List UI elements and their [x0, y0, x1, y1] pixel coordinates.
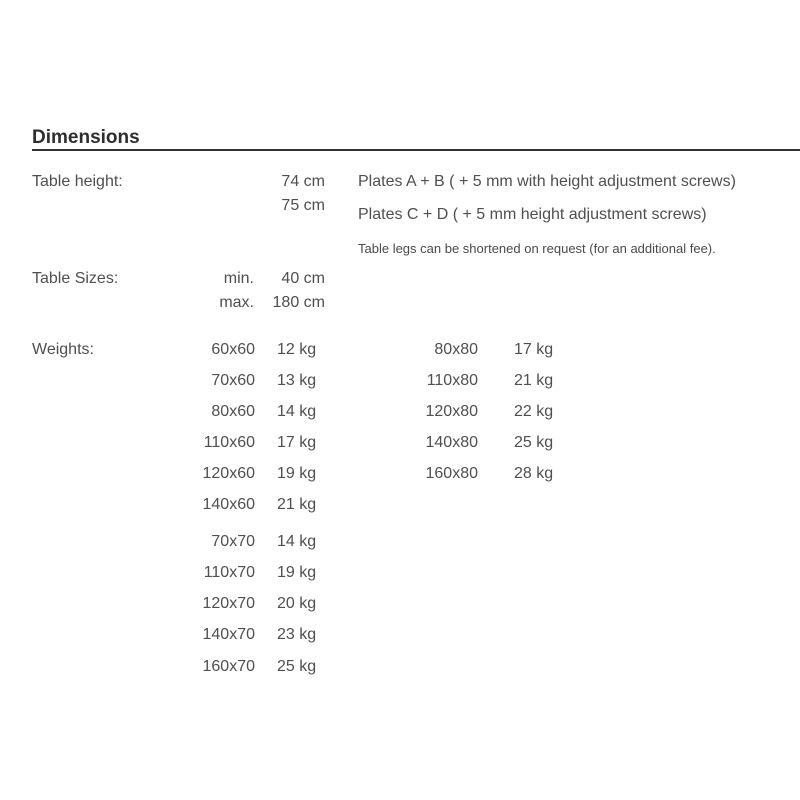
- weight-value: 17 kg: [277, 434, 317, 451]
- weight-size: 60x60: [211, 341, 255, 358]
- size-value: 180 cm: [272, 294, 325, 311]
- size-value: 40 cm: [281, 270, 325, 287]
- weight-size: 80x80: [434, 341, 478, 358]
- weight-size: 160x70: [202, 658, 255, 675]
- weight-size: 70x60: [211, 372, 255, 389]
- weight-size: 110x70: [203, 564, 255, 581]
- table-height-value: 75 cm: [281, 197, 325, 214]
- size-qualifier: min.: [223, 270, 254, 287]
- weight-value: 25 kg: [277, 658, 317, 675]
- weight-size: 120x60: [202, 465, 255, 482]
- weight-size: 120x80: [425, 403, 478, 420]
- weights-label: Weights:: [32, 341, 94, 358]
- weight-value: 19 kg: [277, 465, 317, 482]
- title-divider: [32, 149, 800, 151]
- table-height-label: Table height:: [32, 173, 123, 190]
- weight-value: 21 kg: [514, 372, 554, 389]
- weight-size: 140x60: [202, 496, 255, 513]
- legs-footnote: Table legs can be shortened on request (for an additional fee).: [358, 241, 716, 256]
- weight-value: 25 kg: [514, 434, 554, 451]
- weight-value: 14 kg: [277, 403, 317, 420]
- weight-size: 110x80: [426, 372, 478, 389]
- table-height-value: 74 cm: [281, 173, 325, 190]
- weight-value: 22 kg: [514, 403, 554, 420]
- section-title: Dimensions: [32, 127, 140, 148]
- weight-value: 12 kg: [277, 341, 317, 358]
- weight-size: 110x60: [203, 434, 255, 451]
- weight-value: 19 kg: [277, 564, 317, 581]
- weight-value: 21 kg: [277, 496, 317, 513]
- plates-note: Plates C + D ( + 5 mm height adjustment screws): [358, 206, 707, 223]
- size-qualifier: max.: [219, 294, 254, 311]
- table-sizes-label: Table Sizes:: [32, 270, 119, 287]
- weight-size: 160x80: [425, 465, 478, 482]
- weight-size: 70x70: [211, 533, 255, 550]
- weight-size: 140x80: [425, 434, 478, 451]
- weight-value: 13 kg: [277, 372, 317, 389]
- weight-size: 140x70: [202, 626, 255, 643]
- weight-value: 17 kg: [514, 341, 554, 358]
- weight-value: 14 kg: [277, 533, 317, 550]
- weight-size: 120x70: [202, 595, 255, 612]
- weight-size: 80x60: [211, 403, 255, 420]
- weight-value: 28 kg: [514, 465, 554, 482]
- weight-value: 20 kg: [277, 595, 317, 612]
- weight-value: 23 kg: [277, 626, 317, 643]
- plates-note: Plates A + B ( + 5 mm with height adjustment screws): [358, 173, 736, 190]
